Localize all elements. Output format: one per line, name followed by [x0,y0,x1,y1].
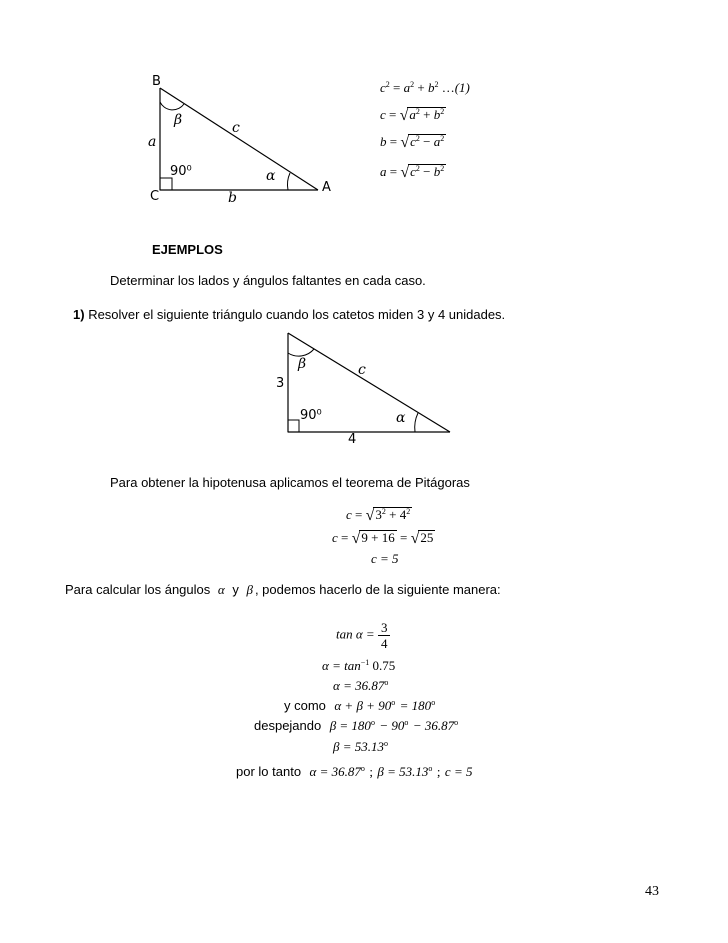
alpha-result: $\alpha = 36.87^o$ [333,678,389,693]
page-number: 43 [645,884,659,899]
alpha-arc [287,173,290,190]
final-results-line: por lo tanto $\alpha = 36.87^o$ ; $\beta = 53.13^o$ ; c = 5 [236,764,473,779]
vertex-a-label: A [322,180,331,195]
vertex-c-label: C [150,189,160,204]
vertex-b-label: B [152,74,161,89]
hyp-line-3: c = 5 [371,551,399,566]
triangle-diagram-general [140,70,350,210]
examples-heading: EJEMPLOS [152,242,223,257]
alpha-label: α [396,410,406,426]
alpha-arc [415,413,418,432]
formula-b: $b = √c^2 - a^2$ [380,134,445,151]
angles-intro: Para calcular los ángulos α y β , podemos hacerlo de la siguiente manera: [65,582,501,597]
problem-number: 1) [73,307,85,322]
side-4-label: 4 [348,432,357,447]
right-angle-label: 90⁰ [170,164,192,179]
beta-result: $\beta = 53.13^o$ [333,739,388,754]
beta-label: β [174,112,183,128]
side-b-label: b [228,190,237,206]
problem-text: Resolver el siguiente triángulo cuando los catetos miden 3 y 4 unidades. [88,307,506,322]
instructions-text: Determinar los lados y ángulos faltantes en cada caso. [110,273,426,288]
hypotenuse-text: Para obtener la hipotenusa aplicamos el teorema de Pitágoras [110,475,470,490]
hyp-line-1: $c = √3^2 + 4^2$ [346,507,411,524]
formula-a: $a = √c^2 - b^2$ [380,164,445,181]
side-c-label: c [232,120,240,136]
inverse-tan-equation: $\alpha = \tan^{-1} 0.75$ [322,658,396,673]
side-c-label: c [358,362,366,378]
alpha-label: α [266,168,276,184]
triangle-diagram-example [270,325,460,450]
right-angle-marker [160,178,172,190]
beta-arc [160,102,184,110]
right-angle-label: 90⁰ [300,408,322,423]
tan-equation: tan α = $\frac{3}{4}$ [336,620,390,651]
hyp-line-2: c = √9 + 16 = √25 [332,530,434,547]
despejando-line: despejando $\beta = 180^o - 90^o - 36.87^o$ [254,718,459,733]
right-angle-marker [288,420,299,432]
side-3-label: 3 [276,376,285,391]
side-a-label: a [148,134,157,150]
formula-pythagoras: $c^2 = a^2 + b^2$ …(1) [380,80,470,95]
problem-1 [73,307,505,322]
angle-sum-line: y como $\alpha + \beta + 90^o = 180^o$ [284,698,436,713]
beta-label: β [298,356,307,372]
formula-c: $c = √a^2 + b^2$ [380,107,445,124]
